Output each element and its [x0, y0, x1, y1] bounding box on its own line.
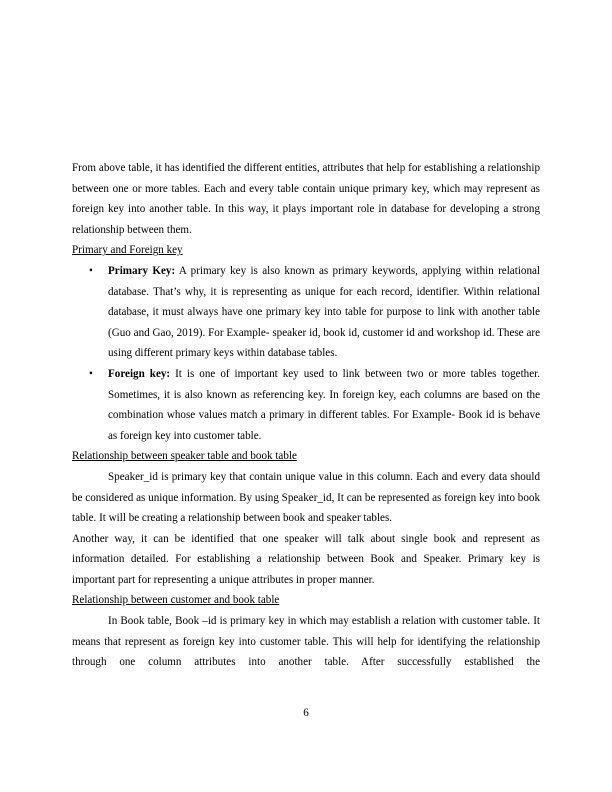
bullet-icon: •	[89, 367, 93, 380]
speaker-book-paragraph-2: Another way, it can be identified that one speaker will talk about single book and represent as information detailed. For establishing a relationship between Book and Speaker. Primary key is important part for representing a unique attributes in proper manner.	[72, 532, 540, 586]
list-item-foreign-key	[72, 364, 540, 446]
term-primary-key: Primary Key:	[108, 264, 176, 277]
definition-primary-key: A primary key is also known as primary keywords, applying within relational database. That’s why, it is representing as unique for each record, identifier. Within relational database, it must always have one primary key into table for purpose to link with another table (Guo and Gao, 2019). For Example- speaker id, book id, customer id and workshop id. These are using different primary keys within database tables.	[108, 264, 540, 360]
list-item-primary-key	[72, 261, 540, 364]
definition-foreign-key: It is one of important key used to link between two or more tables together. Sometimes, it is also known as referencing key. In foreign key, each columns are based on the combination whose values match a primary in different tables. For Example- Book id is behave as foreign key into customer table.	[108, 367, 540, 442]
section-heading-speaker-book: Relationship between speaker table and book table	[72, 450, 297, 463]
intro-paragraph: From above table, it has identified the different entities, attributes that help for establishing a relationship between one or more tables. Each and every table contain unique primary key, which may represent as foreign key into another table. In this way, it plays important role in database for developing a strong relationship between them.	[72, 162, 540, 236]
customer-book-paragraph-1: In Book table, Book –id is primary key in which may establish a relation with customer table. It means that represent as foreign key into customer table. This will help for identifying the relationship through one column attributes into another table. After successfully established the	[72, 615, 540, 669]
speaker-book-paragraph-1: Speaker_id is primary key that contain unique value in this column. Each and every data should be considered as unique information. By using Speaker_id, It can be represented as foreign key into book table. It will be creating a relationship between book and speaker tables.	[72, 470, 540, 525]
section-heading-customer-book: Relationship between customer and book table	[72, 594, 280, 607]
page-number: 6	[303, 707, 309, 719]
section-heading-primary-foreign-key: Primary and Foreign key	[72, 244, 183, 257]
term-foreign-key: Foreign key:	[108, 367, 171, 380]
bullet-icon: •	[89, 264, 93, 277]
document-body	[72, 158, 540, 673]
key-definitions-list	[72, 261, 540, 446]
